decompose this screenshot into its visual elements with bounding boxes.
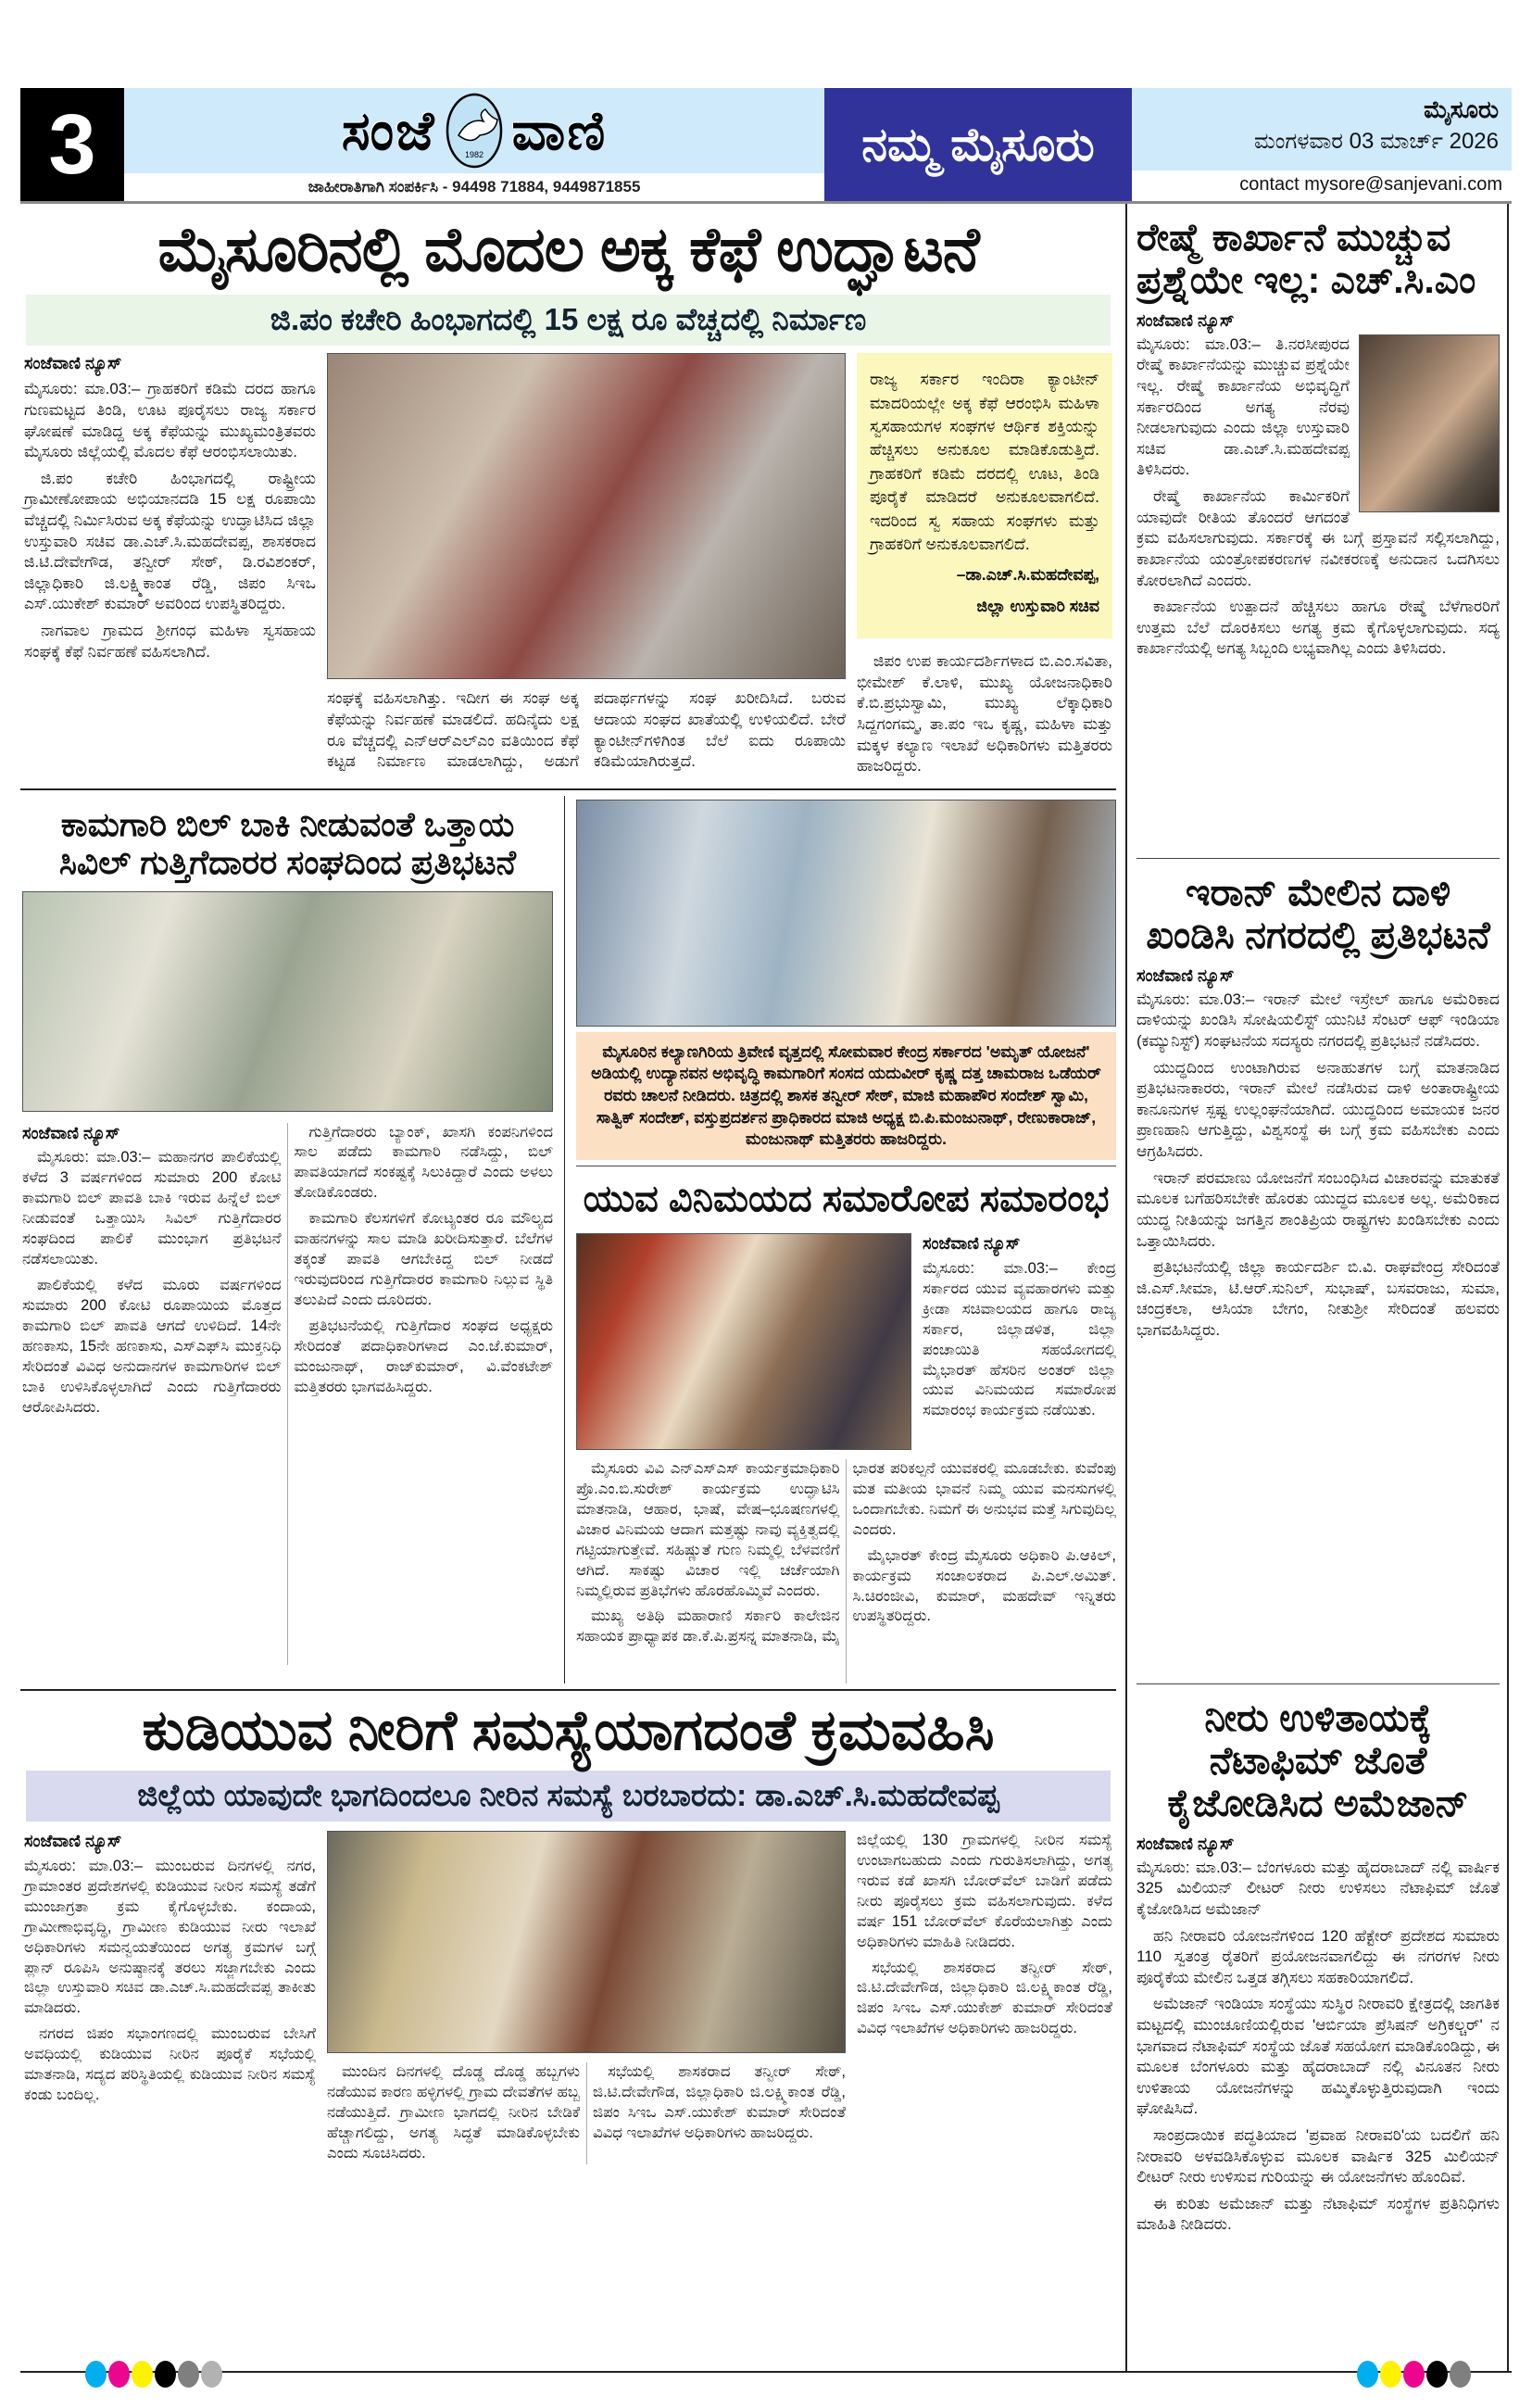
akka-cafe-body-left <box>24 353 316 782</box>
iran-byline: ಸಂಜೆವಾಣಿ ನ್ಯೂಸ್ <box>1136 965 1235 985</box>
akka-cafe-paragraph: ಜಿಪಂ ಉಪ ಕಾರ್ಯದರ್ಶಿಗಳಾದ ಬಿ.ಎಂ.ಸವಿತಾ, ಭೀಮೇಶ್ ಕೆ.ಲಾಳಿ, ಮುಖ್ಯ ಯೋಜನಾಧಿಕಾರಿ ಕೆ.ಬಿ.ಪ್ರಭುಸ್ವಾಮಿ, ಮುಖ್ಯ ಲೆಕ್ಕಾಧಿಕಾರಿ ಸಿದ್ದಗಂಗಮ್ಮ, ತಾ.ಪಂ ಇಒ ಕೃಷ್ಣ, ಮಹಿಳಾ ಮತ್ತು ಮಕ್ಕಳ ಕಲ್ಯಾಣ ಇಲಾಖೆ ಅಧಿಕಾರಿಗಳು ಮತ್ತಿತರರು ಹಾಜರಿದ್ದರು. <box>857 652 1112 775</box>
masthead-logo-left: ಸಂಜೆ <box>341 98 436 162</box>
akka-cafe-byline: ಸಂಜೆವಾಣಿ ನ್ಯೂಸ್ <box>24 354 122 373</box>
water-paragraph: ಸಭೆಯಲ್ಲಿ ಶಾಸಕರಾದ ತನ್ವೀರ್ ಸೇಠ್, ಜಿ.ಟಿ.ದೇವೇಗೌಡ, ಜಿಲ್ಲಾಧಿಕಾರಿ ಜಿ.ಲಕ್ಷ್ಮಿಕಾಂತ ರೆಡ್ಡಿ, ಜಿಪಂ ಸಿಇಒ ಎಸ್.ಯುಕೇಶ್ ಕುಮಾರ್ ಸೇರಿದಂತೆ ವಿವಿಧ ಇಲಾಖೆಗಳ ಅಧಿಕಾರಿಗಳು ಹಾಜರಿದ್ದರು. <box>593 2062 846 2141</box>
akka-cafe-quote-column <box>857 353 1112 782</box>
akka-cafe-headline: ಮೈಸೂರಿನಲ್ಲಿ ಮೊದಲ ಅಕ್ಕ ಕೆಫೆ ಉದ್ಘಾಟನೆ <box>157 215 979 284</box>
amazon-headline: ನೀರು ಉಳಿತಾಯಕ್ಕೆ ನೆಟಾಫಿಮ್ ಜೊತೆ ಕೈಜೋಡಿಸಿದ ಅಮೆಜಾನ್ <box>1167 1696 1469 1824</box>
amazon-paragraph: ಹನಿ ನೀರಾವರಿ ಯೋಜನೆಗಳಿಂದ 120 ಹೆಕ್ಟೇರ್ ಪ್ರದೇಶದ ಸುಮಾರು 110 ಸ್ವತಂತ್ರ ರೈತರಿಗೆ ಪ್ರಯೋಜನವಾಗಲಿದ್ದು ಈ ನಗರಗಳ ನೀರು ಪೂರೈಕೆಯ ಮೇಲಿನ ಒತ್ತಡ ತಗ್ಗಿಸಲು ಸಹಕಾರಿಯಾಗಲಿದೆ. <box>1136 1926 1500 1986</box>
amazon-byline: ಸಂಜೆವಾಣಿ ನ್ಯೂಸ್ <box>1136 1834 1235 1853</box>
amrut-photo-caption: ಮೈಸೂರಿನ ಕಲ್ಯಾಣಗಿರಿಯ ತ್ರಿವೇಣಿ ವೃತ್ತದಲ್ಲಿ ಸೋಮವಾರ ಕೇಂದ್ರ ಸರ್ಕಾರದ 'ಅಮೃತ್ ಯೋಜನೆ' ಅಡಿಯಲ್ಲಿ ಉದ್ಯಾನವನ ಅಭಿವೃದ್ಧಿ ಕಾಮಗಾರಿಗೆ ಸಂಸದ ಯದುವೀರ್ ಕೃಷ್ಣ ದತ್ತ ಚಾಮರಾಜ ಒಡೆಯರ್ ರವರು ಚಾಲನೆ ನೀಡಿದರು. ಚಿತ್ರದಲ್ಲಿ ಶಾಸಕ ತನ್ವೀರ್ ಸೇಠ್, ಮಾಜಿ ಮಹಾಪೌರ ಸಂದೇಶ್ ಸ್ವಾಮಿ, ಸಾತ್ವಿಕ್ ಸಂದೇಶ್, ವಸ್ತುಪ್ರದರ್ಶನ ಪ್ರಾಧಿಕಾರದ ಮಾಜಿ ಅಧ್ಯಕ್ಷ ಬಿ.ಪಿ.ಮಂಜುನಾಥ್, ರೇಣುಕಾರಾಜ್, ಮಂಜುನಾಥ್ ಮತ್ತಿತರರು ಹಾಜರಿದ್ದರು. <box>576 1032 1116 1160</box>
contractor-paragraph: ಪಾಲಿಕೆಯಲ್ಲಿ ಕಳೆದ ಮೂರು ವರ್ಷಗಳಿಂದ ಸುಮಾರು 200 ಕೋಟಿ ರೂಪಾಯಿಯ ಮೊತ್ತದ ಕಾಮಗಾರಿ ಬಿಲ್ ಪಾವತಿ ಆಗದೆ ಉಳಿದಿದೆ. 14ನೇ ಹಣಕಾಸು, 15ನೇ ಹಣಕಾಸು, ಎಸ್‌ಎಫ್‌ಸಿ ಮುಕ್ತನಿಧಿ ಸೇರಿದಂತೆ ವಿವಿಧ ಅನುದಾನಗಳ ಕಾಮಗಾರಿಗಳ ಬಿಲ್ ಬಾಕಿ ಉಳಿಸಿಕೊಳ್ಳಲಾಗಿದೆ ಎಂದು ಗುತ್ತಿಗೆದಾರರು ಆರೋಪಿಸಿದರು. <box>22 1277 282 1416</box>
article-iran-protest <box>1136 864 1500 1678</box>
water-paragraph: ನಗರದ ಜಿಪಂ ಸಭಾಂಗಣದಲ್ಲಿ ಮುಂಬರುವ ಬೇಸಿಗೆ ಅವಧಿಯಲ್ಲಿ ಕುಡಿಯುವ ನೀರಿನ ಪೂರೈಕೆ ಸಭೆಯಲ್ಲಿ ಮಾತನಾಡಿ, ಸದ್ಯದ ಪರಿಸ್ಥಿತಿಯಲ್ಲಿ ಕುಡಿಯುವ ನೀರಿನ ಸಮಸ್ಯೆ ಕಂಡು ಬಂದಿಲ್ಲ. <box>24 2025 316 2104</box>
edition-city: ಮೈಸೂರು <box>1424 95 1499 123</box>
iran-paragraph: ಯುದ್ಧದಿಂದ ಉಂಟಾಗಿರುವ ಅನಾಹುತಗಳ ಬಗ್ಗೆ ಮಾತನಾಡಿದ ಪ್ರತಿಭಟನಾಕಾರರು, ಇರಾನ್ ಮೇಲೆ ನಡೆಸಿರುವ ದಾಳಿ ಅಂತಾರಾಷ್ಟ್ರೀಯ ಕಾನೂನುಗಳ ಸ್ಪಷ್ಟ ಉಲ್ಲಂಘನೆಯಾಗಿದೆ. ಯುದ್ಧದಿಂದ ಅಮಾಯಕ ಜನರ ಪ್ರಾಣಹಾನಿ ಆಗುತ್ತಿದ್ದು, ವಿಶ್ವಸಂಸ್ಥೆ ಈ ಬಗ್ಗೆ ಕ್ರಮ ವಹಿಸಬೇಕು ಎಂದು ಆಗ್ರಹಿಸಿದರು. <box>1136 1058 1500 1161</box>
youth-byline: ಸಂಜೆವಾಣಿ ನ್ಯೂಸ್ <box>923 1233 1021 1253</box>
dove-logo-icon <box>446 93 503 169</box>
quote-attribution-name: –ಡಾ.ಎಚ್.ಸಿ.ಮಹದೇವಪ್ಪ, <box>956 565 1099 585</box>
youth-headline: ಯುವ ವಿನಿಮಯದ ಸಮಾರೋಪ ಸಮಾರಂಭ <box>583 1178 1110 1219</box>
water-headline: ಕುಡಿಯುವ ನೀರಿಗೆ ಸಮಸ್ಯೆಯಾಗದಂತೆ ಕ್ರಮವಹಿಸಿ <box>142 1698 995 1761</box>
water-photo-block <box>327 1831 846 2365</box>
article-akka-cafe <box>20 204 1116 783</box>
registration-dot <box>1450 2361 1471 2388</box>
akka-cafe-photo-block <box>327 353 846 782</box>
advert-contact-line: ಜಾಹೀರಾತಿಗಾಗಿ ಸಂಪರ್ಕಿಸಿ - 94498 71884, 9449871855 <box>124 173 824 201</box>
contractor-paragraph: ಕಾಮಗಾರಿ ಕೆಲಸಗಳಿಗೆ ಕೋಟ್ಯಂತರ ರೂ ಮೌಲ್ಯದ ವಾಹನಗಳನ್ನು ಸಾಲ ಮಾಡಿ ಖರೀದಿಸುತ್ತಾರೆ. ಬೆಲೆಗಳ ತಕ್ಕಂತೆ ಪಾವತಿ ಆಗಬೇಕಿದ್ದ ಬಿಲ್ ನೀಡದೆ ಇರುವುದರಿಂದ ಗುತ್ತಿಗೆದಾರರ ಕಾಮಗಾರಿ ನಿಲ್ಲುವ ಸ್ಥಿತಿ ತಲುಪಿದೆ ಎಂದು ದೂರಿದರು. <box>294 1210 553 1309</box>
amazon-paragraph: ಸಾಂಪ್ರದಾಯಿಕ ಪದ್ಧತಿಯಾದ 'ಪ್ರವಾಹ ನೀರಾವರಿ'ಯ ಬದಲಿಗೆ ಹನಿ ನೀರಾವರಿ ಅಳವಡಿಸಿಕೊಳ್ಳುವ ಮೂಲಕ ವಾರ್ಷಿಕ 325 ಮಿಲಿಯನ್ ಲೀಟರ್ ನೀರು ಉಳಿಸುವ ಗುರಿಯನ್ನು ಈ ಯೋಜನೆಗಳು ಹೊಂದಿವೆ. <box>1136 2126 1500 2187</box>
contractor-paragraph: ಮೈಸೂರು: ಮಾ.03:– ಮಹಾನಗರ ಪಾಲಿಕೆಯಲ್ಲಿ ಕಳೆದ 3 ವರ್ಷಗಳಿಂದ ಸುಮಾರು 200 ಕೋಟಿ ಕಾಮಗಾರಿ ಬಿಲ್ ಪಾವತಿ ಬಾಕಿ ಇರುವ ಹಿನ್ನೆಲೆ ಬಿಲ್ ನೀಡುವಂತೆ ಒತ್ತಾಯಿಸಿ ಸಿವಿಲ್ ಗುತ್ತಿಗೆದಾರರ ಸಂಘದಿಂದ ಪಾಲಿಕೆ ಮುಂಭಾಗ ಪ್ರತಿಭಟನೆ ನಡೆಸಲಾಯಿತು. <box>22 1149 282 1268</box>
youth-body-right <box>923 1233 1116 1450</box>
article-youth-exchange <box>565 796 1116 1683</box>
silk-paragraph: ಕಾರ್ಖಾನೆಯ ಉತ್ಪಾದನೆ ಹೆಚ್ಚಿಸಲು ಹಾಗೂ ರೇಷ್ಮೆ ಬೆಳೆಗಾರರಿಗೆ ಉತ್ತಮ ಬೆಲೆ ದೊರಕಿಸಲು ಅಗತ್ಯ ಕ್ರಮ ಕೈಗೊಳ್ಳಲಾಗುವುದು. ಸದ್ಯ ಕಾರ್ಖಾನೆಯಲ್ಲಿ ಅಗತ್ಯ ಸಿಬ್ಬಂದಿ ಲಭ್ಯವಾಗಿಲ್ಲ ಎಂದು ತಿಳಿಸಿದರು. <box>1136 598 1500 658</box>
article-silk-factory <box>1136 209 1500 852</box>
registration-dot <box>108 2361 130 2388</box>
silk-paragraph: ಮೈಸೂರು: ಮಾ.03:– ತಿ.ನರಸೀಪುರದ ರೇಷ್ಮೆ ಕಾರ್ಖಾನೆಯನ್ನು ಮುಚ್ಚುವ ಪ್ರಶ್ನೆಯೇ ಇಲ್ಲ. ರೇಷ್ಮೆ ಕಾರ್ಖಾನೆಯ ಅಭಿವೃದ್ಧಿಗೆ ಸರ್ಕಾರದಿಂದ ಅಗತ್ಯ ನೆರವು ನೀಡಲಾಗುವುದು ಎಂದು ಜಿಲ್ಲಾ ಉಸ್ತುವಾರಿ ಸಚಿವ ಡಾ.ಎಚ್.ಸಿ.ಮಹದೇವಪ್ಪ ತಿಳಿಸಿದರು. <box>1136 334 1350 479</box>
contractor-body <box>22 1123 553 1665</box>
water-byline: ಸಂಜೆವಾಣಿ ನ್ಯೂಸ್ <box>24 1831 122 1850</box>
minister-portrait-photo <box>1359 334 1500 512</box>
silk-paragraph: ರೇಷ್ಮೆ ಕಾರ್ಖಾನೆಯ ಕಾರ್ಮಿಕರಿಗೆ ಯಾವುದೇ ರೀತಿಯ ತೊಂದರೆ ಆಗದಂತೆ ಕ್ರಮ ವಹಿಸಲಾಗುವುದು. ಸರ್ಕಾರಕ್ಕೆ ಈ ಬಗ್ಗೆ ಪ್ರಸ್ತಾವನೆ ಸಲ್ಲಿಸಲಾಗಿದ್ದು, ಕಾರ್ಖಾನೆಯ ಯಂತ್ರೋಪಕರಣಗಳ ನವೀಕರಣಕ್ಕೆ ಅನುದಾನ ಒದಗಿಸಲು ಕೋರಲಾಗಿದೆ ಎಂದರು. <box>1136 487 1500 589</box>
water-paragraph: ಮುಂದಿನ ದಿನಗಳಲ್ಲಿ ದೊಡ್ಡ ದೊಡ್ಡ ಹಬ್ಬಗಳು ನಡೆಯುವ ಕಾರಣ ಹಳ್ಳಿಗಳಲ್ಲಿ ಗ್ರಾಮ ದೇವತೆಗಳ ಹಬ್ಬ ನಡೆಯುತ್ತಿದೆ. ಗ್ರಾಮೀಣ ಭಾಗದಲ್ಲಿ ನೀರಿನ ಬೇಡಿಕೆ ಹೆಚ್ಚಾಗಲಿದ್ದು, ಅಗತ್ಯ ಸಿದ್ಧತೆ ಮಾಡಿಕೊಳ್ಳಬೇಕು ಎಂದು ಸೂಚಿಸಿದರು. <box>327 2062 580 2162</box>
youth-paragraph: ಮುಖ್ಯ ಅತಿಥಿ ಮಹಾರಾಣಿ ಸರ್ಕಾರಿ ಕಾಲೇಜಿನ ಸಹಾಯಕ ಪ್ರಾಧ್ಯಾಪಕ ಡಾ.ಕೆ.ಪಿ.ಪ್ರಸನ್ನ ಮಾತನಾಡಿ, ಮೈ ಭಾರತ ಪರಿಕಲ್ಪನೆ ಯುವಕರಲ್ಲಿ ಮೂಡಬೇಕು. ಕುವೆಂಪು ಮತ ಮತೀಯ ಭಾವನೆ ನಿಮ್ಮ ಯುವ ಮನಸುಗಳಲ್ಲಿ ಒಂದಾಗಬೇಕು. ನಿಮಗೆ ಈ ಅನುಭವ ಮತ್ತೆ ಸಿಗುವುದಿಲ್ಲ ಎಂದರು. <box>576 1459 1116 1645</box>
left-zone <box>20 204 1125 2371</box>
registration-dot <box>1403 2361 1425 2388</box>
youth-paragraph: ಮೈಸೂರು ವಿವಿ ಎನ್‌ಎಸ್‌ಎಸ್ ಕಾರ್ಯಕ್ರಮಾಧಿಕಾರಿ ಪ್ರೊ.ಎಂ.ಬಿ.ಸುರೇಶ್ ಕಾರ್ಯಕ್ರಮ ಉದ್ಘಾಟಿಸಿ ಮಾತನಾಡಿ, ಆಹಾರ, ಭಾಷೆ, ವೇಷ–ಭೂಷಣಗಳಲ್ಲಿ ವಿಚಾರ ವಿನಿಮಯ ಆದಾಗ ಮತ್ತಷ್ಟು ನಾವು ವ್ಯಕ್ತಿತ್ವದಲ್ಲಿ ಗಟ್ಟಿಯಾಗುತ್ತೇವೆ. ಸಹಿಷ್ಣುತೆ ಗುಣ ನಿಮ್ಮಲ್ಲಿ ಬೆಳವಣಿಗೆ ಆಗಿದೆ. ಸಾಕಷ್ಟು ವಿಚಾರ ಇಲ್ಲಿ ಚರ್ಚೆಯಾಗಿ ನಿಮ್ಮಲ್ಲಿರುವ ಪ್ರತಿಭೆಗಳು ಹೊರಹೊಮ್ಮಿವೆ ಎಂದರು. <box>576 1459 840 1599</box>
page-content <box>20 204 1512 2373</box>
svg-text:1982: 1982 <box>464 150 483 159</box>
youth-body-bottom <box>576 1459 1116 1683</box>
page-header <box>20 88 1512 204</box>
iran-paragraph: ಮೈಸೂರು: ಮಾ.03:– ಇರಾನ್ ಮೇಲೆ ಇಸ್ರೇಲ್ ಹಾಗೂ ಅಮೆರಿಕಾದ ದಾಳಿಯನ್ನು ಖಂಡಿಸಿ ಸೋಷಿಯಲಿಸ್ಟ್ ಯುನಿಟಿ ಸೆಂಟರ್ ಆಫ್ ಇಂಡಿಯಾ (ಕಮ್ಯುನಿಸ್ಟ್) ಸಂಘಟನೆಯ ಸದಸ್ಯರು ನಗರದಲ್ಲಿ ಪ್ರತಿಭಟನೆ ನಡೆಸಿದರು. <box>1136 990 1500 1051</box>
youth-event-photo <box>576 1233 911 1450</box>
akka-cafe-paragraph: ಮೈಸೂರು: ಮಾ.03:– ಗ್ರಾಹಕರಿಗೆ ಕಡಿಮೆ ದರದ ಹಾಗೂ ಗುಣಮಟ್ಟದ ತಿಂಡಿ, ಊಟ ಪೂರೈಸಲು ರಾಜ್ಯ ಸರ್ಕಾರ ಘೋಷಣೆ ಮಾಡಿದ್ದ ಅಕ್ಕ ಕೆಫೆಯನ್ನು ಮುಖ್ಯಮಂತ್ರಿತವರು ಮೈಸೂರು ಜಿಲ್ಲೆಯಲ್ಲಿ ಮೊದಲ ಕೆಫೆ ಆರಂಭಿಸಲಾಯಿತು. <box>24 380 316 461</box>
article-divider <box>1136 1683 1500 1684</box>
article-amazon-netafim <box>1136 1690 1500 2371</box>
page-number: 3 <box>20 88 124 201</box>
water-body-left <box>24 1831 316 2365</box>
article-divider <box>1136 858 1500 859</box>
water-subheadline: ಜಿಲ್ಲೆಯ ಯಾವುದೇ ಭಾಗದಿಂದಲೂ ನೀರಿನ ಸಮಸ್ಯೆ ಬರಬಾರದು: ಡಾ.ಎಚ್.ಸಿ.ಮಹದೇವಪ್ಪ <box>26 1771 1111 1822</box>
akka-cafe-subheadline: ಜಿ.ಪಂ ಕಚೇರಿ ಹಿಂಭಾಗದಲ್ಲಿ 15 ಲಕ್ಷ ರೂ ವೆಚ್ಚದಲ್ಲಿ ನಿರ್ಮಾಣ <box>26 295 1111 346</box>
minister-quote-box <box>857 353 1112 638</box>
water-body-right <box>857 1831 1112 2365</box>
youth-paragraph: ಮೈಭಾರತ್ ಕೇಂದ್ರ ಮೈಸೂರು ಅಧಿಕಾರಿ ಪಿ.ಆಕಿಲ್, ಕಾರ್ಯಕ್ರಮ ಸಂಚಾಲಕರಾದ ಪಿ.ಎಲ್.ಅಮಿತ್. ಸಿ.ಚಿರಂಜೀವಿ, ಕುಮಾರ್, ಮಹದೇವ್ ಇನ್ನಿತರು ಉಪಸ್ಥಿತರಿದ್ದರು. <box>852 1546 1116 1625</box>
akka-cafe-below-photo-text: ಸಂಘಕ್ಕೆ ವಹಿಸಲಾಗಿತ್ತು. ಇದೀಗ ಈ ಸಂಘ ಅಕ್ಕ ಕೆಫೆಯನ್ನು ನಿರ್ವಹಣೆ ಮಾಡಲಿದೆ. ಹದಿನೈದು ಲಕ್ಷ ರೂ ವೆಚ್ಚದಲ್ಲಿ ಎನ್‌ಆರ್‌ಎಲ್‌ಎಂ ವತಿಯಿಂದ ಕೆಫೆ ಕಟ್ಟಡ ನಿರ್ಮಾಣ ಮಾಡಲಾಗಿದ್ದು, ಅಡುಗೆ ಪದಾರ್ಥಗಳನ್ನು ಸಂಘ ಖರೀದಿಸಿದೆ. ಬರುವ ಆದಾಯ ಸಂಘದ ಖಾತೆಯಲ್ಲಿ ಉಳಿಯಲಿದೆ. ಬೇರೆ ಕ್ಯಾಂಟೀನ್‌ಗಳಿಗಿಂತ ಬೆಲೆ ಐದು ರೂಪಾಯಿ ಕಡಿಮೆಯಾಗಿರುತ್ತದೆ. <box>327 689 846 771</box>
article-contractor-protest <box>20 796 565 1683</box>
quote-attribution-title: ಜಿಲ್ಲಾ ಉಸ್ತುವಾರಿ ಸಚಿವ <box>976 596 1099 615</box>
amazon-paragraph: ಈ ಕುರಿತು ಅಮೆಜಾನ್ ಮತ್ತು ನೆಟಾಫಿಮ್ ಸಂಸ್ಥೆಗಳ ಪ್ರತಿನಿಧಿಗಳು ಮಾಹಿತಿ ನೀಡಿದರು. <box>1136 2194 1500 2234</box>
masthead <box>124 88 824 201</box>
print-registration-dots-left <box>85 2361 222 2388</box>
iran-headline: ಇರಾನ್ ಮೇಲಿನ ದಾಳಿ ಖಂಡಿಸಿ ನಗರದಲ್ಲಿ ಪ್ರತಿಭಟನೆ <box>1146 871 1490 956</box>
akka-cafe-paragraph: ಜಿ.ಪಂ ಕಚೇರಿ ಹಿಂಭಾಗದಲ್ಲಿ ರಾಷ್ಟ್ರೀಯ ಗ್ರಾಮೀಣೋಪಾಯ ಅಭಿಯಾನದಡಿ 15 ಲಕ್ಷ ರೂಪಾಯಿ ವೆಚ್ಚದಲ್ಲಿ ನಿರ್ಮಿಸಿರುವ ಅಕ್ಕ ಕೆಫೆಯನ್ನು ಉದ್ಘಾಟಿಸಿದ ಜಿಲ್ಲಾ ಉಸ್ತುವಾರಿ ಸಚಿವ ಡಾ.ಎಚ್.ಸಿ.ಮಹದೇವಪ್ಪ, ಶಾಸಕರಾದ ಜಿ.ಟಿ.ದೇವೇಗೌಡ, ತನ್ವೀರ್ ಸೇಠ್, ಡಿ.ರವಿಶಂಕರ್, ಜಿಲ್ಲಾಧಿಕಾರಿ ಜಿ.ಲಕ್ಷ್ಮಿಕಾಂತ ರೆಡ್ಡಿ, ಜಿಪಂ ಸಿಇಒ ಎಸ್.ಯುಕೇಶ್ ಕುಮಾರ್ ಅವರಿಂದ ಉಪಸ್ಥಿತರಿದ್ದರು. <box>24 469 316 613</box>
water-paragraph: ಜಿಲ್ಲೆಯಲ್ಲಿ 130 ಗ್ರಾಮಗಳಲ್ಲಿ ನೀರಿನ ಸಮಸ್ಯೆ ಉಂಟಾಗಬಹುದು ಎಂದು ಗುರುತಿಸಲಾಗಿದ್ದು, ಅಗತ್ಯ ಇರುವ ಕಡೆ ಖಾಸಗಿ ಬೋರ್‌ವೆಲ್ ಬಾಡಿಗೆ ಪಡೆದು ನೀರು ಪೂರೈಸಲು ಕ್ರಮ ವಹಿಸಲಾಗುವುದು. ಕಳೆದ ವರ್ಷ 151 ಬೋರ್‌ವೆಲ್ ಕೊರೆಯಲಾಗಿತ್ತು ಎಂದು ಅಧಿಕಾರಿಗಳು ಮಾಹಿತಿ ನೀಡಿದರು. <box>857 1831 1112 1950</box>
section-banner: ನಮ್ಮ ಮೈಸೂರು <box>824 88 1132 201</box>
registration-dot <box>155 2361 176 2388</box>
dateline-box <box>1132 88 1512 201</box>
article-drinking-water <box>20 1689 1116 2371</box>
silk-byline: ಸಂಜೆವಾಣಿ ನ್ಯೂಸ್ <box>1136 310 1235 330</box>
amazon-paragraph: ಮೈಸೂರು: ಮಾ.03:– ಬೆಂಗಳೂರು ಮತ್ತು ಹೈದರಾಬಾದ್ ನಲ್ಲಿ ವಾರ್ಷಿಕ 325 ಮಿಲಿಯನ್ ಲೀಟರ್ ನೀರು ಉಳಿಸಲು ನೆಟಾಫಿಮ್ ಜೊತೆ ಕೈಜೋಡಿಸಿದ ಅಮೆಜಾನ್ <box>1136 1858 1500 1918</box>
minister-quote-text: ರಾಜ್ಯ ಸರ್ಕಾರ ಇಂದಿರಾ ಕ್ಯಾಂಟೀನ್ ಮಾದರಿಯಲ್ಲೇ ಅಕ್ಕ ಕೆಫೆ ಆರಂಭಿಸಿ ಮಹಿಳಾ ಸ್ವಸಹಾಯಗಳ ಸಂಘಗಳ ಆರ್ಥಿಕ ಶಕ್ತಿಯನ್ನು ಹೆಚ್ಚಿಸಲು ಅನುಕೂಲ ಮಾಡಿಕೊಡುತ್ತಿದೆ. ಗ್ರಾಹಕರಿಗೆ ಕಡಿಮೆ ದರದಲ್ಲಿ ಊಟ, ತಿಂಡಿ ಪೂರೈಕೆ ಮಾಡಿದರೆ ಅನುಕೂಲವಾಗಲಿದೆ. ಇದರಿಂದ ಸ್ವ ಸಹಾಯ ಸಂಘಗಳು ಮತ್ತು ಗ್ರಾಹಕರಿಗೆ ಅನುಕೂಲವಾಗಲಿದೆ. <box>870 370 1099 553</box>
section-divider <box>20 788 1116 790</box>
print-registration-dots-right <box>1357 2361 1471 2388</box>
registration-dot <box>1426 2361 1448 2388</box>
silk-headline: ರೇಷ್ಮೆ ಕಾರ್ಖಾನೆ ಮುಚ್ಚುವ ಪ್ರಶ್ನೆಯೇ ಇಲ್ಲ: ಎಚ್.ಸಿ.ಎಂ <box>1136 216 1476 301</box>
amazon-paragraph: ಅಮೆಜಾನ್ ಇಂಡಿಯಾ ಸಂಸ್ಥೆಯು ಸುಸ್ಥಿರ ನೀರಾವರಿ ಕ್ಷೇತ್ರದಲ್ಲಿ ಜಾಗತಿಕ ಮಟ್ಟದಲ್ಲಿ ಮುಂಚೂಣಿಯಲ್ಲಿರುವ 'ಆರ್ಬಿಯಾ ಪ್ರೆಸಿಷನ್ ಅಗ್ರಿಕಲ್ಚರ್' ನ ಭಾಗವಾದ ನೆಟಾಫಿಮ್ ಸಂಸ್ಥೆಯ ಜೊತೆ ಸಹಯೋಗ ಮಾಡಿಕೊಂಡಿದ್ದು, ಈ ಮೂಲಕ ಬೆಂಗಳೂರು ಮತ್ತು ಹೈದರಾಬಾದ್ ನಲ್ಲಿ ವಿನೂತನ ನೀರು ಉಳಿತಾಯ ಯೋಜನೆಗಳನ್ನು ಹಮ್ಮಿಕೊಳ್ಳುತ್ತಿರುವುದಾಗಿ ಇಂದು ಘೋಷಿಸಿದೆ. <box>1136 1995 1500 2118</box>
water-paragraph: ಸಭೆಯಲ್ಲಿ ಶಾಸಕರಾದ ತನ್ವೀರ್ ಸೇಠ್, ಜಿ.ಟಿ.ದೇವೇಗೌಡ, ಜಿಲ್ಲಾಧಿಕಾರಿ ಜಿ.ಲಕ್ಷ್ಮಿಕಾಂತ ರೆಡ್ಡಿ, ಜಿಪಂ ಸಿಇಒ ಎಸ್.ಯುಕೇಶ್ ಕುಮಾರ್ ಸೇರಿದಂತೆ ವಿವಿಧ ಇಲಾಖೆಗಳ ಅಧಿಕಾರಿಗಳು ಹಾಜರಿದ್ದರು. <box>857 1959 1112 2037</box>
contractor-byline: ಸಂಜೆವಾಣಿ ನ್ಯೂಸ್ <box>22 1123 120 1142</box>
middle-row <box>20 796 1116 1683</box>
registration-dot <box>132 2361 153 2388</box>
contractor-headline: ಕಾಮಗಾರಿ ಬಿಲ್ ಬಾಕಿ ನೀಡುವಂತೆ ಒತ್ತಾಯ ಸಿವಿಲ್ ಗುತ್ತಿಗೆದಾರರ ಸಂಘದಿಂದ ಪ್ರತಿಭಟನೆ <box>58 804 517 882</box>
registration-dot <box>178 2361 199 2388</box>
edition-date: ಮಂಗಳವಾರ 03 ಮಾರ್ಚ್ 2026 <box>1253 129 1499 154</box>
registration-dot <box>1357 2361 1378 2388</box>
youth-paragraph: ಮೈಸೂರು: ಮಾ.03:– ಕೇಂದ್ರ ಸರ್ಕಾರದ ಯುವ ವ್ಯವಹಾರಗಳು ಮತ್ತು ಕ್ರೀಡಾ ಸಚಿವಾಲಯದ ಹಾಗೂ ರಾಜ್ಯ ಸರ್ಕಾರ, ಜಿಲ್ಲಾಡಳಿತ, ಜಿಲ್ಲಾ ಪಂಚಾಯಿತಿ ಸಹಯೋಗದಲ್ಲಿ ಮೈಭಾರತ್ ಹೆಸರಿನ ಅಂತರ್ ಜಿಲ್ಲಾ ಯುವ ವಿನಿಮಯದ ಸಮಾರೋಪ ಸಮಾರಂಭ ಕಾರ್ಯಕ್ರಮ ನಡೆಯಿತು. <box>923 1259 1116 1419</box>
contractor-paragraph: ಪ್ರತಿಭಟನೆಯಲ್ಲಿ ಗುತ್ತಿಗೆದಾರ ಸಂಘದ ಅಧ್ಯಕ್ಷರು ಸೇರಿದಂತೆ ಪದಾಧಿಕಾರಿಗಳಾದ ಎಂ.ಜೆ.ಕುಮಾರ್, ಮಂಜುನಾಥ್, ರಾಜ್‌ಕುಮಾರ್, ವಿ.ವೆಂಕಟೇಶ್ ಮತ್ತಿತರರು ಭಾಗವಹಿಸಿದ್ದರು. <box>294 1317 553 1395</box>
water-paragraph: ಮೈಸೂರು: ಮಾ.03:– ಮುಂಬರುವ ದಿನಗಳಲ್ಲಿ ನಗರ, ಗ್ರಾಮಾಂತರ ಪ್ರದೇಶಗಳಲ್ಲಿ ಕುಡಿಯುವ ನೀರಿನ ಸಮಸ್ಯೆ ತಡೆಗೆ ಮುಂಜಾಗ್ರತಾ ಕ್ರಮ ಕೈಗೊಳ್ಳಬೇಕು. ಕಂದಾಯ, ಗ್ರಾಮೀಣಾಭಿವೃದ್ಧಿ, ಗ್ರಾಮೀಣ ಕುಡಿಯುವ ನೀರು ಇಲಾಖೆ ಅಧಿಕಾರಿಗಳು ಸಮನ್ವಯತೆಯಿಂದ ಅಗತ್ಯ ಕ್ರಮಗಳ ಬಗ್ಗೆ ಪ್ಲಾನ್ ರೂಪಿಸಿ ಅನುಷ್ಠಾನಕ್ಕೆ ತರಲು ಸಜ್ಜಾಗಬೇಕು ಎಂದು ಜಿಲ್ಲಾ ಉಸ್ತುವಾರಿ ಸಚಿವ ಡಾ.ಎಚ್.ಸಿ.ಮಹದೇವಪ್ಪ ತಾಕೀತು ಮಾಡಿದರು. <box>24 1857 316 2017</box>
contact-email: contact mysore@sanjevani.com <box>1132 170 1512 201</box>
right-column <box>1125 204 1509 2371</box>
registration-dot <box>1380 2361 1401 2388</box>
water-body-middle <box>327 2062 846 2164</box>
iran-paragraph: ಪ್ರತಿಭಟನೆಯಲ್ಲಿ ಜಿಲ್ಲಾ ಕಾರ್ಯದರ್ಶಿ ಬಿ.ವಿ. ರಾಘವೇಂದ್ರ ಸೇರಿದಂತೆ ಜಿ.ಎಸ್.ಸೀಮಾ, ಟಿ.ಆರ್.ಸುನಿಲ್, ಸುಭಾಷ್, ಬಸವರಾಜು, ಸುಮಾ, ಚಂದ್ರಕಲಾ, ಆಸಿಯಾ ಬೇಗಂ, ನೀತುಶ್ರೀ ಸೇರಿದಂತೆ ಹಲವರು ಭಾಗವಹಿಸಿದ್ದರು. <box>1136 1258 1500 1339</box>
registration-dot <box>201 2361 222 2388</box>
amrut-scheme-launch-photo <box>576 800 1116 1027</box>
registration-dot <box>85 2361 107 2388</box>
contractor-paragraph: ಗುತ್ತಿಗೆದಾರರು ಬ್ಯಾಂಕ್, ಖಾಸಗಿ ಕಂಪನಿಗಳಿಂದ ಸಾಲ ಪಡೆದು ಕಾಮಗಾರಿ ನಡೆಸಿದ್ದು, ಬಿಲ್ ಪಾವತಿಯಾಗದೆ ಸಂಕಷ್ಟಕ್ಕೆ ಸಿಲುಕಿದ್ದಾರೆ ಎಂದು ಅಳಲು ತೋಡಿಕೊಂಡರು. <box>294 1123 553 1202</box>
akka-cafe-paragraph: ನಾಗವಾಲ ಗ್ರಾಮದ ಶ್ರೀಗಂಧ ಮಹಿಳಾ ಸ್ವಸಹಾಯ ಸಂಘಕ್ಕೆ ಕೆಫೆ ನಿರ್ವಹಣೆ ವಹಿಸಲಾಗಿದೆ. <box>24 622 316 661</box>
contractor-group-photo <box>22 891 553 1112</box>
akka-cafe-photo <box>327 353 846 679</box>
iran-paragraph: ಇರಾನ್ ಪರಮಾಣು ಯೋಜನೆಗೆ ಸಂಬಂಧಿಸಿದ ವಿಚಾರವನ್ನು ಮಾತುಕತೆ ಮೂಲಕ ಬಗೆಹರಿಸಬೇಕೇ ಹೊರತು ಯುದ್ಧದ ಮೂಲಕ ಅಲ್ಲ. ಅಮೆರಿಕಾದ ಯುದ್ಧ ನೀತಿಯನ್ನು ಜಗತ್ತಿನ ಶಾಂತಿಪ್ರಿಯ ರಾಷ್ಟ್ರಗಳು ಖಂಡಿಸಬೇಕು ಎಂದು ಒತ್ತಾಯಿಸಿದರು. <box>1136 1168 1500 1250</box>
water-meeting-photo <box>327 1831 846 2053</box>
masthead-logo-right: ವಾಣಿ <box>511 98 608 162</box>
